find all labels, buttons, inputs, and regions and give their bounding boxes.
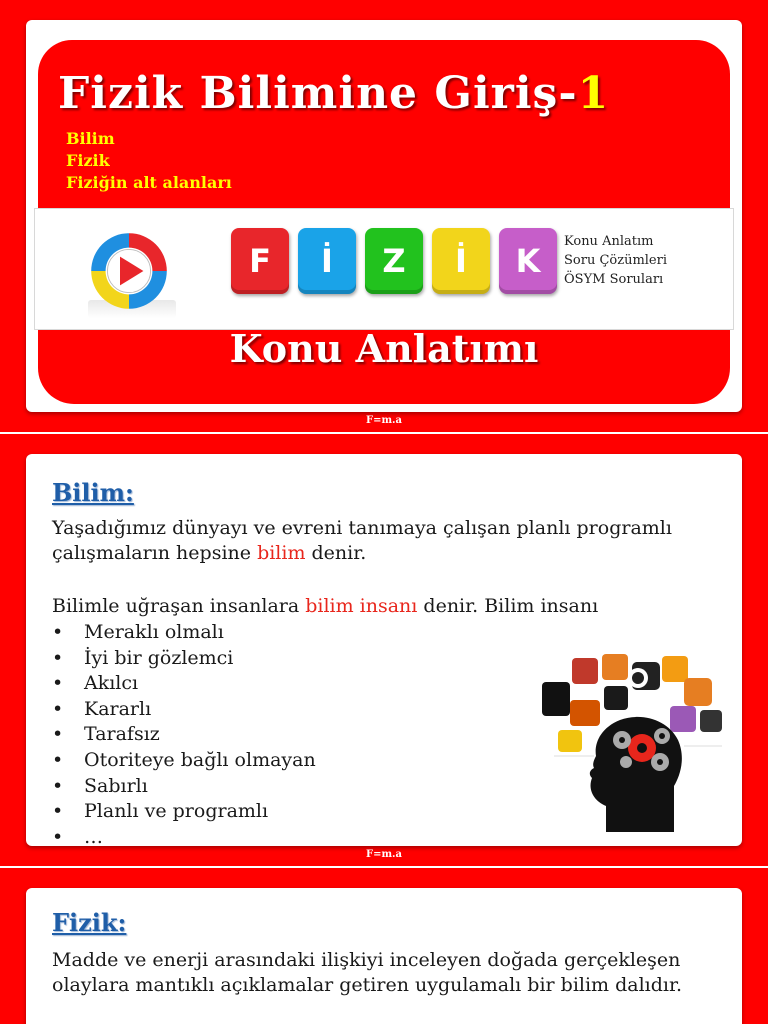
slide-title bbox=[58, 68, 609, 119]
strip-line: ÖSYM Soruları bbox=[564, 272, 664, 287]
slide-heading: Fizik: bbox=[52, 908, 127, 937]
title-number: 1 bbox=[577, 68, 610, 119]
list-item: • Sabırlı bbox=[52, 774, 316, 800]
fizik-definition: Madde ve enerji arasındaki ilişkiyi inceleyen doğada gerçekleşen olaylara mantıklı açıklamalar getiren uygulamalı bir bilim dalıdır. bbox=[52, 949, 683, 996]
strip-line: Konu Anlatım bbox=[564, 234, 654, 249]
fizik-tiles bbox=[231, 228, 557, 294]
topic-item: Fiziğin alt alanları bbox=[66, 173, 232, 192]
slide-subtitle: Konu Anlatımı bbox=[229, 326, 539, 371]
title-slide bbox=[26, 20, 742, 412]
highlight-term: bilim bbox=[257, 542, 306, 564]
title-text: Fizik Bilimine Giriş- bbox=[58, 68, 578, 119]
play-logo-icon bbox=[84, 226, 174, 316]
list-item: • Otoriteye bağlı olmayan bbox=[52, 748, 316, 774]
slide-divider bbox=[0, 432, 768, 434]
slide-heading: Bilim: bbox=[52, 478, 134, 507]
bilim-slide bbox=[26, 454, 742, 846]
slide-divider bbox=[0, 866, 768, 868]
list-item: • Kararlı bbox=[52, 697, 316, 723]
topic-item: Bilim bbox=[66, 129, 115, 148]
letter-tile: İ bbox=[298, 228, 356, 294]
bilim-definition: Yaşadığımız dünyayı ve evreni tanımaya çalışan planlı programlı çalışmaların hepsine bilim denir. bbox=[52, 517, 672, 564]
topic-item: Fizik bbox=[66, 151, 110, 170]
letter-tile: Z bbox=[365, 228, 423, 294]
strip-text bbox=[564, 232, 667, 289]
list-item: • Akılcı bbox=[52, 671, 316, 697]
list-item: • Planlı ve programlı bbox=[52, 799, 316, 825]
highlight-term: bilim insanı bbox=[305, 595, 418, 617]
brain-ideas-image bbox=[534, 636, 730, 832]
topic-list bbox=[66, 128, 232, 194]
list-item: • İyi bir gözlemci bbox=[52, 646, 316, 672]
list-item: • … bbox=[52, 825, 316, 846]
letter-tile: İ bbox=[432, 228, 490, 294]
bilim-insani-definition: Bilimle uğraşan insanlara bilim insanı denir. Bilim insanı bbox=[52, 595, 599, 617]
bullet-list bbox=[52, 620, 316, 846]
slide-footer: F=m.a bbox=[365, 849, 403, 860]
slide-footer: F=m.a bbox=[365, 415, 403, 426]
list-item: • Tarafsız bbox=[52, 722, 316, 748]
letter-tile: K bbox=[499, 228, 557, 294]
list-item: • Meraklı olmalı bbox=[52, 620, 316, 646]
strip-line: Soru Çözümleri bbox=[564, 253, 667, 268]
letter-tile: F bbox=[231, 228, 289, 294]
fizik-slide bbox=[26, 888, 742, 1024]
